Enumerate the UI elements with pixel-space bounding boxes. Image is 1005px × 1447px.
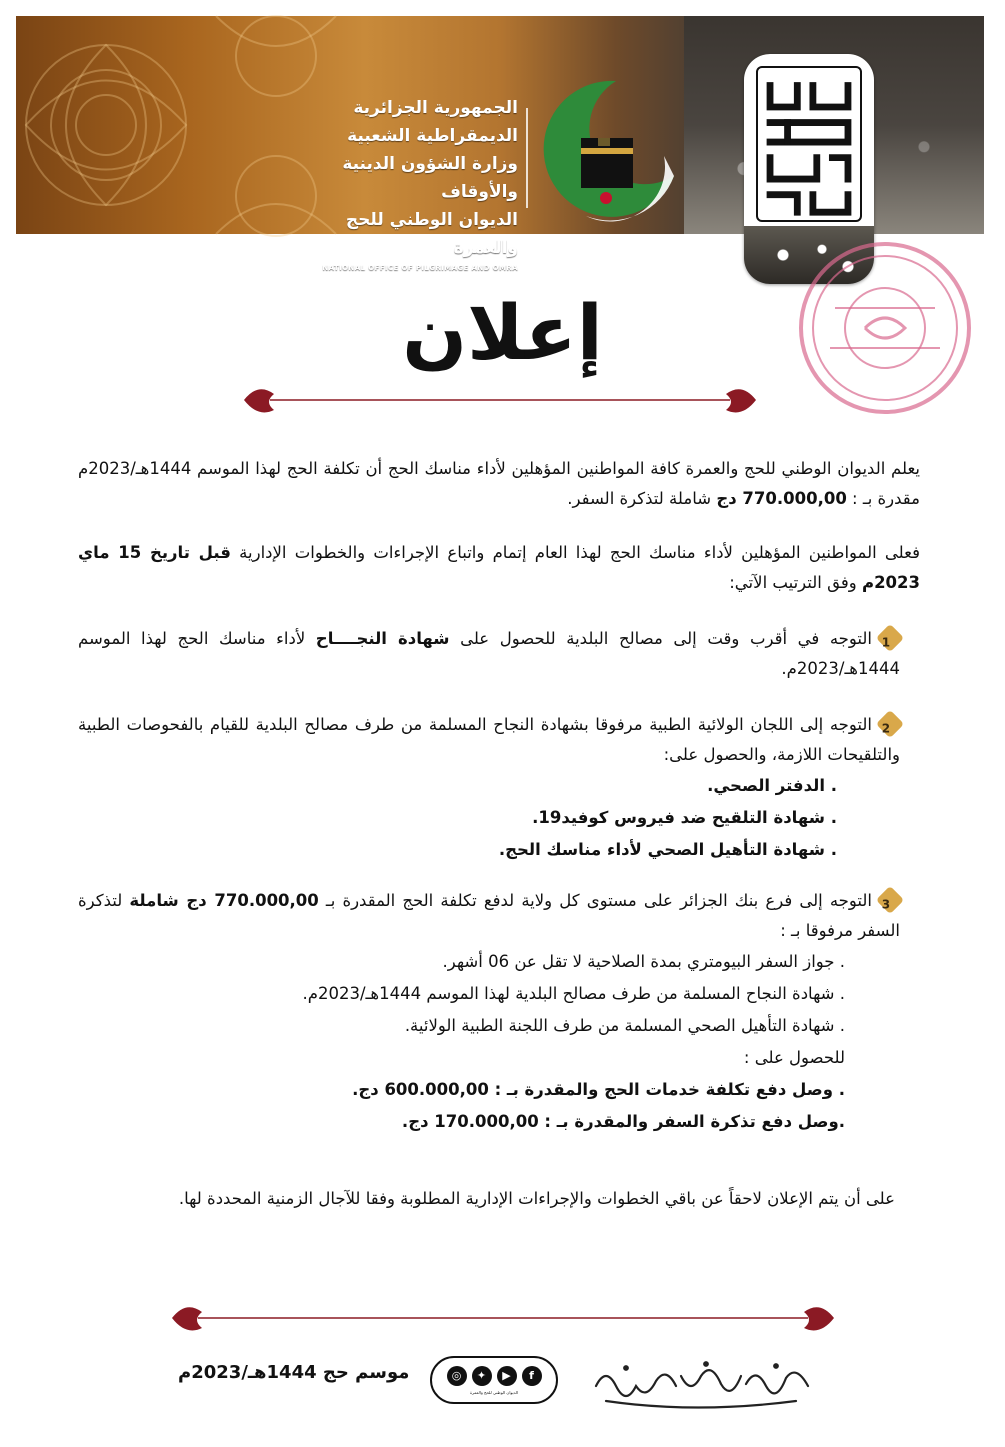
list-item: . الدفتر الصحي. bbox=[707, 776, 837, 795]
header-banner bbox=[16, 16, 984, 272]
step-1-text: التوجه في أقرب وقت إلى مصالح البلدية للحصول على bbox=[449, 629, 872, 648]
step-3 bbox=[78, 886, 900, 946]
instruction-tail: وفق الترتيب الآتي: bbox=[729, 573, 862, 592]
twitter-icon[interactable]: ✦ bbox=[472, 1366, 492, 1386]
step-2-items bbox=[499, 770, 837, 866]
calligraphy-frame bbox=[756, 66, 862, 222]
season-prefix: موسم bbox=[355, 1362, 410, 1383]
closing-paragraph: على أن يتم الإعلان لاحقاً عن باقي الخطوات والإجراءات الإدارية المطلوبة وفقا للآجال الزمنية المحددة لها. bbox=[178, 1189, 895, 1208]
step-3-text: التوجه إلى فرع بنك الجزائر على مستوى كل ولاية لدفع تكلفة الحج المقدرة بـ bbox=[318, 891, 872, 910]
org-divider bbox=[526, 108, 528, 208]
intro-tail: شاملة لتذكرة السفر. bbox=[567, 489, 717, 508]
list-item: . شهادة التأهيل الصحي لأداء مناسك الحج. bbox=[498, 840, 837, 859]
list-item: . جواز السفر البيومتري بمدة الصلاحية لا تقل عن 06 أشهر. bbox=[442, 952, 845, 971]
intro-paragraph bbox=[78, 454, 920, 514]
instagram-icon[interactable]: ◎ bbox=[447, 1366, 467, 1386]
season-label bbox=[178, 1362, 409, 1383]
youtube-icon[interactable]: ▶ bbox=[497, 1366, 517, 1386]
instruction-text: فعلى المواطنين المؤهلين لأداء مناسك الحج لهذا العام إتمام واتباع الإجراءات والخطوات الإدارية bbox=[230, 543, 920, 562]
page-title: إعلان bbox=[402, 288, 603, 377]
org-english-name: NATIONAL OFFICE OF PILGRIMAGE AND OMRA bbox=[322, 264, 518, 272]
season-word: حج bbox=[322, 1362, 349, 1383]
organization-name bbox=[278, 94, 518, 274]
receive-label: للحصول على : bbox=[743, 1048, 845, 1067]
list-item: . شهادة التلقيح ضد فيروس كوفيد19. bbox=[532, 808, 837, 827]
receipt-item: .وصل دفع تذكرة السفر والمقدرة بـ : 170.000,00 دج. bbox=[401, 1112, 845, 1131]
step-2-text: التوجه إلى اللجان الولائية الطبية مرفوقا بشهادة النجاح المسلمة من طرف مصالح البلدية للقيام بالفحوصات الطبية والتلقيحات اللازمة، والحصول على: bbox=[78, 715, 900, 764]
facebook-icon[interactable]: f bbox=[522, 1366, 542, 1386]
intro-text: يعلم الديوان الوطني للحج والعمرة كافة المواطنين المؤهلين لأداء مناسك الحج أن تكلفة الحج لهذا الموسم 1444هـ/2023م مقدرة بـ : bbox=[78, 459, 920, 508]
footer-calligraphy-signature bbox=[586, 1346, 816, 1416]
step-3-highlight: 770.000,00 دج شاملة bbox=[129, 891, 319, 910]
list-item: . شهادة التأهيل الصحي المسلمة من طرف اللجنة الطبية الولائية. bbox=[404, 1016, 845, 1035]
list-item: . شهادة النجاح المسلمة من طرف مصالح البلدية لهذا الموسم 1444هـ/2023م. bbox=[302, 984, 845, 1003]
step-1 bbox=[78, 624, 900, 684]
social-caption: الديوان الوطني للحج والعمرة bbox=[469, 1389, 519, 1395]
org-line-ministry: وزارة الشؤون الدينية والأوقاف bbox=[342, 154, 518, 202]
social-media-pill bbox=[430, 1356, 558, 1404]
step-1-highlight: شهادة النجــــاح bbox=[315, 629, 450, 648]
step-number-badge: 2 bbox=[876, 709, 904, 737]
step-number-badge: 1 bbox=[876, 623, 904, 651]
title-ornament-divider bbox=[240, 380, 760, 420]
step-3-tail: لتذكرة السفر مرفوقا بـ : bbox=[78, 891, 900, 940]
calligraphy-glyphs bbox=[758, 68, 860, 220]
step-2 bbox=[78, 710, 900, 770]
footer-ornament-divider bbox=[168, 1298, 838, 1338]
deadline-text: قبل تاريخ 15 ماي 2023م bbox=[78, 543, 920, 592]
receipt-item: . وصل دفع تكلفة خدمات الحج والمقدرة بـ : 600.000,00 دج. bbox=[352, 1080, 845, 1099]
step-1-tail: لأداء مناسك الحج لهذا الموسم 1444هـ/2023م. bbox=[78, 629, 900, 678]
step-3-items bbox=[303, 946, 845, 1138]
org-line-office: الديوان الوطني للحج والعمرة bbox=[345, 210, 518, 258]
org-line-republic: الجمهورية الجزائرية الديمقراطية الشعبية bbox=[347, 98, 518, 146]
hajj-cost-amount: 770.000,00 دج bbox=[716, 489, 847, 508]
instruction-paragraph bbox=[78, 538, 920, 598]
crescent-kaaba-logo bbox=[546, 76, 676, 226]
season-date: 1444هـ/2023م bbox=[178, 1362, 317, 1383]
social-icons-row bbox=[447, 1366, 542, 1386]
step-number-badge: 3 bbox=[876, 885, 904, 913]
